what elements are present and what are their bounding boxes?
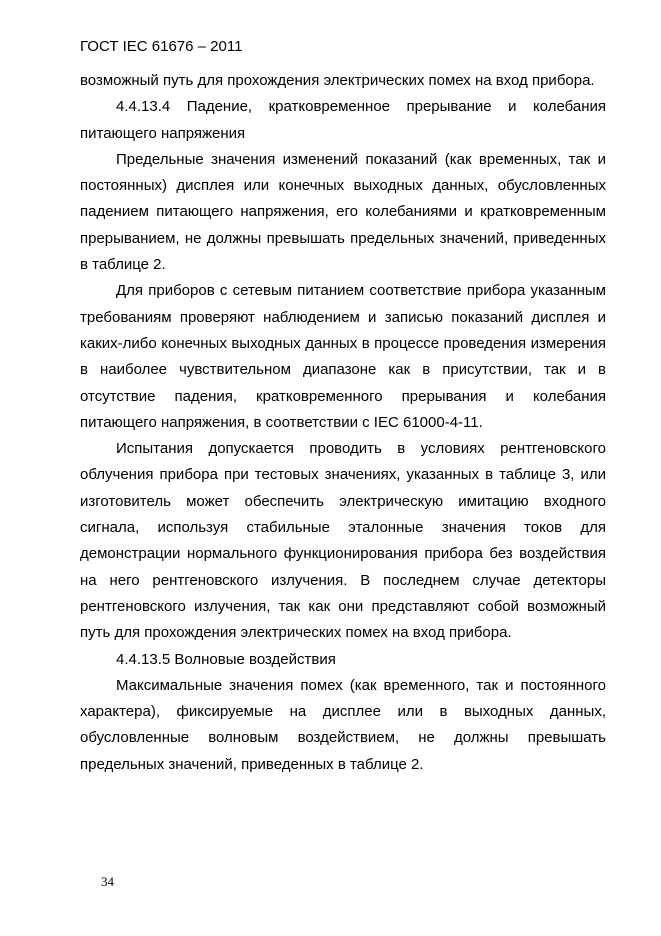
page-number: 34	[101, 874, 114, 889]
paragraph-tests: Испытания допускается проводить в условиях рентгеновского облучения прибора при тестовых значениях, указанных в таблице 3, или изготовитель может обеспечить электрическую имитацию входного сигнала, используя стабильные эталонные значения токов для демонстрации нормального функционирования прибора без воздействия на него рентгеновского излучения. В последнем случае детекторы рентгеновского излучения, так как они представляют собой возможный путь для прохождения электрических помех на вход прибора.	[80, 440, 606, 642]
body-text	[80, 68, 606, 778]
paragraph-limits: Предельные значения изменений показаний (как временных, так и постоянных) дисплея или конечных выходных данных, обусловленных падением питающего напряжения, его колебаниями и кратковременным прерыванием, не должны превышать предельных значений, приведенных в таблице 2.	[80, 150, 606, 274]
paragraph-continuation: возможный путь для прохождения электрических помех на вход прибора.	[80, 72, 595, 89]
paragraph-mains-devices: Для приборов с сетевым питанием соответствие прибора указанным требованиям проверяют наблюдением и записью показаний дисплея и каких-либо конечных выходных данных в процессе проведения измерения в наиболее чувствительном диапазоне как в присутствии, так и в отсутствие падения, кратковременного прерывания и колебания питающего напряжения, в соответствии с IEC 61000-4-11.	[80, 282, 606, 431]
document-header: ГОСТ IEC 61676 – 2011	[80, 38, 243, 55]
paragraph-surge-limits: Максимальные значения помех (как временного, так и постоянного характера), фиксируемые на дисплее или в выходных данных, обусловленные волновым воздействием, не должны превышать предельных значений, приведенных в таблице 2.	[80, 676, 606, 773]
section-heading-4-4-13-4: 4.4.13.4 Падение, кратковременное прерывание и колебания питающего напряжения	[80, 98, 606, 142]
section-heading-4-4-13-5: 4.4.13.5 Волновые воздействия	[116, 650, 336, 668]
